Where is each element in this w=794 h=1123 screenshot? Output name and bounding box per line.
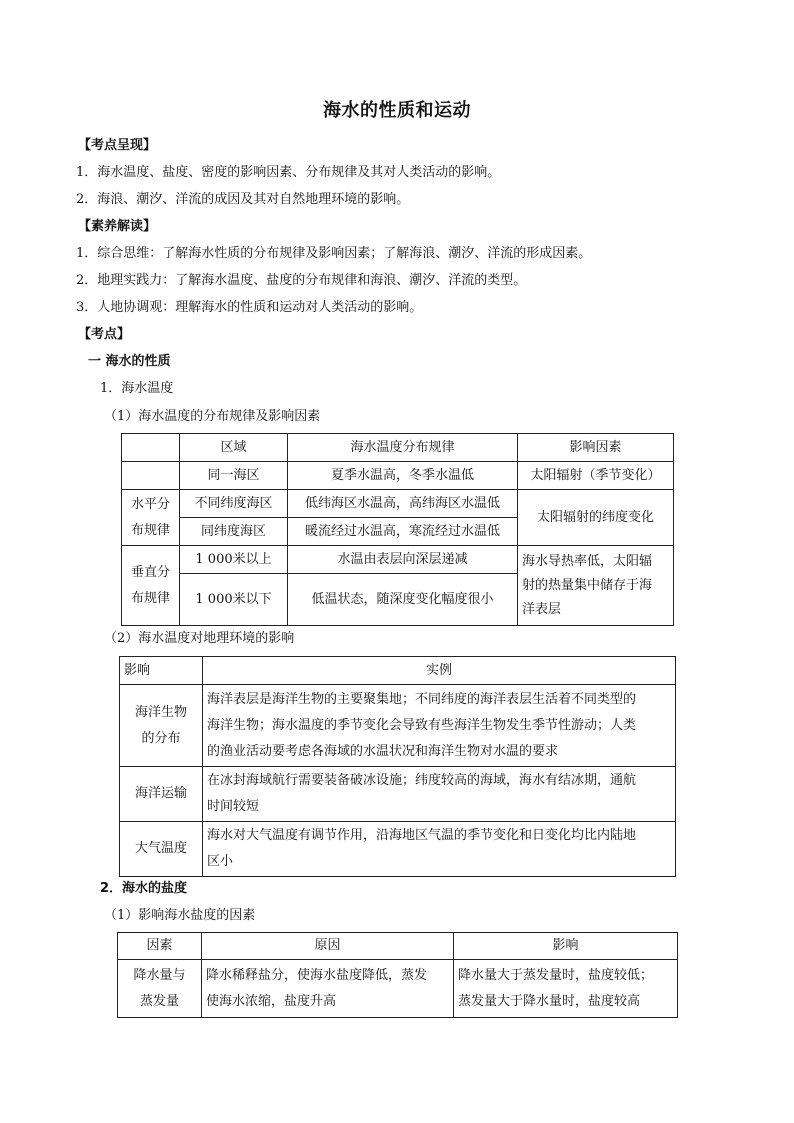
table-cell: 1 000米以下 bbox=[180, 574, 288, 626]
table-cell: 低温状态，随深度变化幅度很小 bbox=[288, 574, 518, 626]
cell-line: 洋表层 bbox=[522, 601, 562, 617]
cell-line: 海水导热率低，太阳辐 bbox=[522, 553, 653, 569]
table-cell bbox=[454, 960, 678, 1018]
cell-line: 射的热量集中储存于海 bbox=[522, 577, 653, 593]
list-item: 2．地理实践力：了解海水温度、盐度的分布规律和海浪、潮汐、洋流的类型。 bbox=[76, 273, 527, 288]
table-cell: 太阳辐射的纬度变化 bbox=[518, 490, 674, 546]
table-cell: 不同纬度海区 bbox=[180, 490, 288, 518]
cell-line: 降水量大于蒸发量时，盐度较低； bbox=[458, 967, 654, 983]
label-line: 降水量与 bbox=[133, 967, 186, 983]
heading-suyang: 【素养解读】 bbox=[78, 219, 157, 234]
table-cell: 水温由表层向深层递减 bbox=[288, 546, 518, 574]
table-header: 因素 bbox=[118, 933, 202, 960]
table-cell bbox=[518, 546, 674, 626]
sub-sub-heading: （2）海水温度对地理环境的影响 bbox=[104, 631, 295, 646]
table-cell bbox=[122, 434, 180, 462]
cell-line: 使海水浓缩，盐度升高 bbox=[206, 993, 337, 1009]
label-line: 布规律 bbox=[130, 590, 170, 606]
sub-sub-heading: （1）海水温度的分布规律及影响因素 bbox=[104, 409, 321, 424]
table-header: 原因 bbox=[202, 933, 454, 960]
label-line: 的分布 bbox=[141, 730, 181, 746]
temperature-impact-table bbox=[119, 656, 676, 877]
table-row-label bbox=[122, 490, 180, 546]
cell-line: 降水稀释盐分，使海水盐度降低，蒸发 bbox=[206, 967, 428, 983]
cell-line: 在冰封海域航行需要装备破冰设施；纬度较高的海域，海水有结冰期，通航 bbox=[207, 773, 637, 788]
list-item: 2．海浪、潮汐、洋流的成因及其对自然地理环境的影响。 bbox=[76, 192, 410, 207]
list-item: 3．人地协调观：理解海水的性质和运动对人类活动的影响。 bbox=[76, 300, 423, 315]
label-line: 垂直分 bbox=[130, 564, 170, 580]
cell-line: 时间较短 bbox=[207, 799, 260, 814]
table-row-label bbox=[118, 960, 202, 1018]
table-cell: 1 000米以上 bbox=[180, 546, 288, 574]
label-line: 海洋生物 bbox=[134, 704, 187, 720]
factor-seasonal: 太阳辐射（季节变化） bbox=[530, 467, 661, 483]
table-row-label: 海洋运输 bbox=[120, 767, 203, 822]
part-heading: 一 海水的性质 bbox=[88, 354, 171, 369]
table-row-label: 大气温度 bbox=[120, 822, 203, 877]
sub-heading: 1．海水温度 bbox=[100, 381, 174, 396]
table-row-label bbox=[122, 546, 180, 626]
label-line: 水平分 bbox=[130, 496, 170, 512]
page-title: 海水的性质和运动 bbox=[323, 100, 471, 121]
table-row-label bbox=[120, 685, 203, 767]
cell-line: 海水对大气温度有调节作用，沿海地区气温的季节变化和日变化均比内陆地 bbox=[207, 828, 637, 843]
heading-kaodian-chengxian: 【考点呈现】 bbox=[78, 138, 157, 153]
table-header: 影响因素 bbox=[518, 434, 674, 462]
cell-line: 海洋生物；海水温度的季节变化会导致有些海洋生物发生季节性游动；人类 bbox=[207, 717, 637, 733]
table-header: 海水温度分布规律 bbox=[288, 434, 518, 462]
table-cell bbox=[203, 767, 676, 822]
cell-line: 区小 bbox=[207, 854, 234, 869]
sub-sub-heading: （1）影响海水盐度的因素 bbox=[104, 908, 256, 923]
cell-line: 海洋表层是海洋生物的主要聚集地；不同纬度的海洋表层生活着不同类型的 bbox=[207, 691, 637, 707]
table-cell: 暖流经过水温高，寒流经过水温低 bbox=[288, 518, 518, 546]
list-item: 1．海水温度、盐度、密度的影响因素、分布规律及其对人类活动的影响。 bbox=[76, 165, 501, 180]
table-header: 区域 bbox=[180, 434, 288, 462]
table-header: 实例 bbox=[203, 657, 676, 685]
heading-kaodian: 【考点】 bbox=[78, 327, 131, 342]
label-line: 蒸发量 bbox=[139, 993, 179, 1009]
water-temperature-table bbox=[121, 433, 674, 626]
cell-line: 蒸发量大于降水量时，盐度较高 bbox=[458, 993, 641, 1009]
table-cell: 同纬度海区 bbox=[180, 518, 288, 546]
table-header: 影响 bbox=[120, 657, 203, 685]
table-cell: 同一海区 bbox=[180, 462, 288, 490]
table-cell bbox=[203, 685, 676, 767]
cell-line: 的渔业活动要考虑各海域的水温状况和海洋生物对水温的要求 bbox=[207, 743, 559, 759]
table-cell bbox=[122, 462, 180, 490]
salinity-factor-table bbox=[117, 932, 678, 1018]
table-cell: 低纬海区水温高，高纬海区水温低 bbox=[288, 490, 518, 518]
table-header: 影响 bbox=[454, 933, 678, 960]
list-item: 1．综合思维：了解海水性质的分布规律及影响因素；了解海浪、潮汐、洋流的形成因素。 bbox=[76, 246, 592, 261]
table-cell bbox=[518, 462, 674, 490]
label-line: 布规律 bbox=[130, 522, 170, 538]
table-cell bbox=[203, 822, 676, 877]
table-cell bbox=[202, 960, 454, 1018]
table-cell: 夏季水温高，冬季水温低 bbox=[288, 462, 518, 490]
sub-heading: 2．海水的盐度 bbox=[100, 881, 188, 896]
